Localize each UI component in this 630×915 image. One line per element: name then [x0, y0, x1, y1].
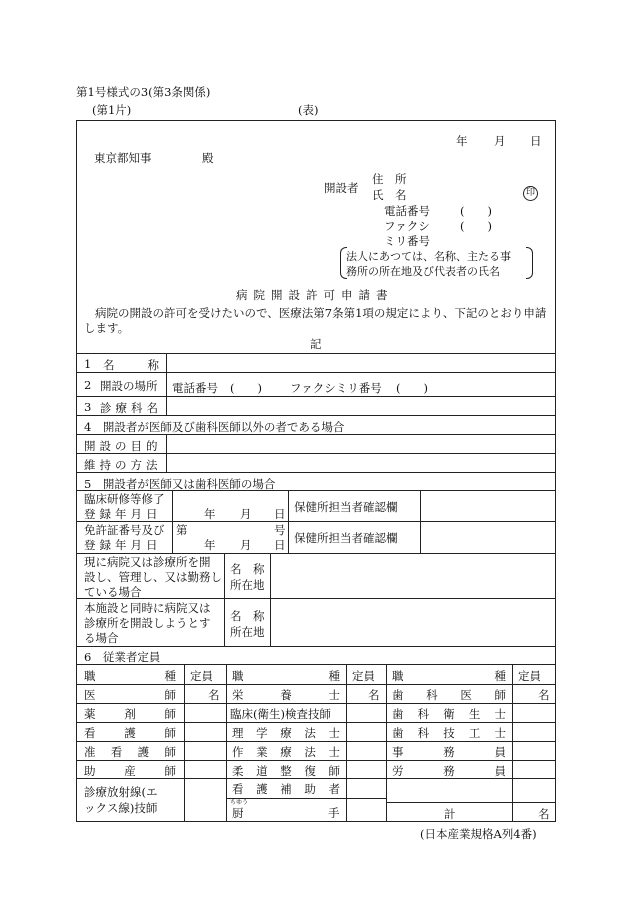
row5-license-line-1: 免許証番号及び [84, 523, 165, 537]
row3-label: 診療科名 [100, 401, 162, 415]
staff-col3-unit: 名 [538, 688, 550, 702]
staff-col3-count-header: 定員 [518, 669, 541, 683]
staff-col2-row-1: 栄 養 士 [232, 688, 340, 702]
applicant-fax-parens: ( ) [460, 219, 492, 233]
document-title: 病院開設許可申請書 [236, 288, 394, 302]
staff-col1-header: 職 種 [84, 669, 176, 683]
staff-col1-row-4: 准 看 護 師 [84, 745, 176, 759]
ki-label: 記 [310, 337, 322, 351]
staff-col2-cook-kanji: 厨 [232, 806, 244, 820]
staff-col2-cook-ruby: ちゆう [230, 799, 249, 806]
applicant-fax-label-1: ファクシ [384, 219, 430, 233]
row5-license-line-2: 登録年月日 [84, 538, 162, 552]
corp-note-line-1: 法人にあつては、名称、主たる事 [346, 250, 511, 263]
row2-fax-parens: ( ) [396, 381, 428, 395]
addressee-honorific: 殿 [202, 151, 214, 165]
seal-icon: 印 [523, 186, 538, 201]
row5-loc-label: 所在地 [230, 578, 265, 592]
side-label: (表) [298, 103, 319, 117]
row5-go: 号 [274, 523, 286, 537]
staff-col2-row-6: 看 護 補 助 者 [232, 782, 340, 796]
staff-col1-row-5: 助 産 師 [84, 764, 176, 778]
date-year: 年 [456, 134, 468, 148]
row5-current-line-3: ている場合 [84, 585, 142, 599]
applicant-label: 開設者 [324, 181, 359, 195]
staff-col2-count-header: 定員 [352, 669, 375, 683]
row1-value-field[interactable] [172, 354, 552, 371]
staff-col1-last-line-1: 診療放射線(エ [84, 785, 158, 799]
row3-value-field[interactable] [172, 397, 552, 414]
staff-col2-unit: 名 [368, 688, 380, 702]
row5-loc-label2: 所在地 [230, 625, 265, 639]
row5-simul-line-1: 本施設と同時に病院又は [84, 601, 211, 615]
row5-hc-confirm: 保健所担当者確認欄 [294, 500, 398, 514]
row4-header: 4 開設者が医師及び歯科医師以外の者である場合 [84, 420, 345, 434]
body-text-line-2: します。 [84, 321, 130, 335]
row1-num: 1 [84, 357, 92, 371]
row5-simul-line-3: る場合 [84, 631, 119, 645]
row5-clinical-line-1: 臨床研修等修了 [84, 492, 165, 506]
body-text-line-1: 病院の開設の許可を受けたいので、医療法第7条第1項の規定により、下記のとおり申請 [95, 306, 547, 320]
row5-day: 日 [274, 507, 286, 521]
row2-phone-label: 電話番号 [172, 381, 218, 395]
staff-col2-row-3: 理 学 療 法 士 [232, 726, 340, 740]
row5-month: 月 [240, 507, 252, 521]
row5-name-label2: 名 称 [230, 609, 265, 623]
row5-dai: 第 [176, 523, 188, 537]
row5-day2: 日 [274, 538, 286, 552]
staff-col3-row-5: 労 務 員 [392, 764, 506, 778]
row5-simul-line-2: 診療所を開設しようとす [84, 616, 211, 630]
row4-method-label: 維持の方法 [84, 458, 162, 472]
staff-total-label: 計 [444, 807, 456, 821]
row5-current-line-1: 現に病院又は診療所を開 [84, 555, 211, 569]
footer-standard: (日本産業規格A列4番) [420, 827, 537, 841]
staff-col1-last-line-2: ックス線)技師 [84, 801, 158, 815]
date-day: 日 [530, 134, 542, 148]
applicant-fax-label-2: ミリ番号 [384, 234, 430, 248]
row5-year: 年 [204, 507, 216, 521]
row5-current-line-2: 設し、管理し、又は勤務し [84, 570, 222, 584]
row5-header: 5 開設者が医師又は歯科医師の場合 [84, 477, 276, 491]
row5-year2: 年 [204, 538, 216, 552]
staff-col1-row-2: 薬 剤 師 [84, 707, 176, 721]
staff-col3-row-2: 歯 科 衛 生 士 [392, 707, 506, 721]
addressee-name: 東京都知事 [94, 151, 152, 165]
row2-phone-parens: ( ) [230, 381, 262, 395]
staff-col1-row-3: 看 護 師 [84, 726, 176, 740]
staff-col1-row-1: 医 師 [84, 688, 176, 702]
staff-col1-unit: 名 [208, 688, 220, 702]
applicant-address-label: 住 所 [372, 172, 407, 186]
corp-note-line-2: 務所の所在地及び代表者の氏名 [346, 265, 500, 278]
row1-label: 名 称 [103, 358, 159, 372]
row2-num: 2 [84, 378, 92, 392]
staff-col1-count-header: 定員 [190, 669, 213, 683]
applicant-phone-parens: ( ) [460, 204, 492, 218]
staff-col2-row-4: 作 業 療 法 士 [232, 745, 340, 759]
row5-hc-confirm2: 保健所担当者確認欄 [294, 531, 398, 545]
row5-name-label: 名 称 [230, 562, 265, 576]
date-month: 月 [494, 134, 506, 148]
row6-header: 6 従業者定員 [84, 650, 161, 664]
staff-col2-header: 職 種 [232, 669, 340, 683]
row5-clinical-line-2: 登録年月日 [84, 507, 162, 521]
sheet-label: (第1片) [92, 103, 132, 117]
staff-col3-row-1: 歯 科 医 師 [392, 688, 506, 702]
staff-total-unit: 名 [538, 807, 550, 821]
corp-note-bracket-right [526, 247, 533, 279]
applicant-name-label: 氏 名 [372, 188, 407, 202]
row4-purpose-label: 開設の目的 [84, 439, 162, 453]
staff-col3-header: 職 種 [392, 669, 506, 683]
staff-col2-row-2: 臨床(衛生)検査技師 [230, 707, 331, 721]
row5-month2: 月 [240, 538, 252, 552]
form-number: 第1号様式の3(第3条関係) [76, 85, 211, 99]
staff-col2-row-5: 柔 道 整 復 師 [232, 764, 340, 778]
staff-col3-row-3: 歯 科 技 工 士 [392, 726, 506, 740]
row3-num: 3 [84, 400, 92, 414]
staff-col3-row-4: 事 務 員 [392, 745, 506, 759]
applicant-phone-label: 電話番号 [384, 204, 430, 218]
row2-label: 開設の場所 [100, 379, 158, 393]
row2-fax-label: ファクシミリ番号 [290, 381, 382, 395]
staff-col2-cook-tail: 手 [328, 806, 340, 820]
